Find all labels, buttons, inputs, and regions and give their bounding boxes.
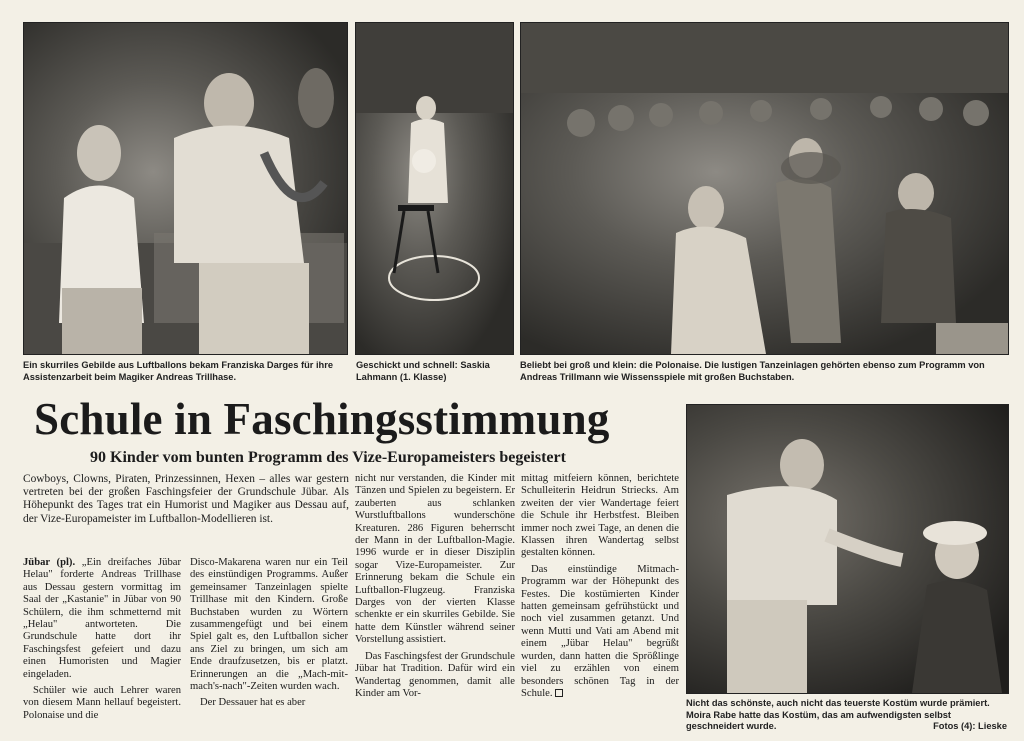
caption-photo-1: Ein skurriles Gebilde aus Luftballons bekam Franziska Darges für ihre Assistenzarbeit beim Magiker Andreas Trillhase. <box>23 360 333 382</box>
column-3-paragraph-2: Das Faschingsfest der Grundschule Jübar hat Tradition. Dafür wird ein Wandertag genommen, damit alle Kinder am Vor- <box>355 650 515 699</box>
dateline: Jübar (pl). <box>23 557 76 568</box>
column-1-paragraph-1: „Ein dreifaches Jübar Helau" forderte Andreas Trillhase aus Dessau gestern vormittag im Saal der „Kastanie" in Jübar von 90 Schülern, die ihm schmetternd mit „Helau" antworteten. Die Grundschule hatte dort ihr Faschingsfest gefeiert und dazu einen Humoristen und Magier eingeladen. <box>23 557 181 680</box>
photo-illustration <box>687 405 1008 693</box>
column-1-paragraph-2: Schüler wie auch Lehrer waren von diesem Mann hellauf begeistert. Polonaise und die <box>23 685 181 721</box>
article-subheadline: 90 Kinder vom bunten Programm des Vize-Europameisters begeistert <box>90 449 566 466</box>
column-2-paragraph-2: Der Dessauer hat es aber <box>200 697 306 709</box>
caption-photo-4 <box>686 698 1007 733</box>
article-headline: Schule in Faschingsstimmung <box>34 394 610 444</box>
article-column-4 <box>521 473 679 733</box>
photo-girl-with-balloon <box>355 22 514 355</box>
caption-photo-4-text: Nicht das schönste, auch nicht das teuerste Kostüm wurde prämiert. Moira Rabe hatte das Kostüm, das am aufwendigsten selbst geschneidert wurde. <box>686 698 990 731</box>
photo-illustration <box>24 23 347 354</box>
article-column-2 <box>190 557 348 733</box>
column-3-paragraph-1: nicht nur verstanden, die Kinder mit Tänzen und Spielen zu begeistern. Er zauberten aus schlanken Wurstluftballons wunderschöne Kreaturen. 286 Figuren beherrscht der Mann in der Luftballon-Magie. 1996 wurde er in dieser Disziplin sogar Vize-Europameister. Zur Erinnerung bekam die Schule ein Luftballon-Flugzeug. Franziska Darges von der vierten Klasse schenkte er ein skurriles Gebilde. Sie hatte dem Künstler während seiner Vorstellung assistiert. <box>355 473 515 646</box>
article-lead <box>23 473 349 553</box>
caption-photo-3: Beliebt bei groß und klein: die Polonaise. Die lustigen Tanzeinlagen gehörten ebenso zum Programm von Andreas Trillmann wie Wissensspiele mit großen Buchstaben. <box>520 360 985 382</box>
article-column-1 <box>23 557 181 733</box>
photo-costume-prize <box>686 404 1009 694</box>
photo-credit: Fotos (4): Lieske <box>933 721 1007 731</box>
column-2-paragraph-1: Disco-Makarena waren nur ein Teil des einstündigen Programms. Außer gemeinsamer Tanzeinlagen spielte Trillhase mit den Kindern. Große Buchstaben wurden zu Wörtern zusammengefügt und bei einem Spiel galt es, den Luftballon sicher ans Ziel zu bringen, um sich am Ende draufzusetzen, bis er platzt. Erinnerungen an die „Mach-mit-mach's-nach"-Zeiten wurden wach. <box>190 557 348 693</box>
article-column-3 <box>355 473 515 733</box>
column-4-paragraph-1: mittag mitfeiern können, berichtete Schulleiterin Heidrun Striecks. Am zweiten der vier Wandertage feiert die Schule ihr Herbstfest. Bleiben immer noch zwei Tage, an denen die Klassen ihren Wandertag selbst gestalten können. <box>521 473 679 559</box>
end-mark-icon <box>555 689 563 697</box>
caption-photo-2: Geschickt und schnell: Saskia Lahmann (1. Klasse) <box>356 360 490 382</box>
photo-polonaise <box>520 22 1009 355</box>
column-4-paragraph-2: Das einstündige Mitmach-Programm war der Höhepunkt des Festes. Die kostümierten Kinder hatten gemeinsam gefrühstückt und noch viel zusammen getanzt. Und wenn Mutti und Vati am Abend mit einem „Jübar Helau" begrüßt wurden, dann hatten die Sprößlinge viel zu erzählen von einem besonders schönen Tag in der Schule. <box>521 563 679 699</box>
photo-illustration <box>521 23 1008 354</box>
photo-magician-with-girl <box>23 22 348 355</box>
lead-text: Cowboys, Clowns, Piraten, Prinzessinnen, Hexen – alles war gestern vertreten bei der großen Faschingsfeier der Grundschule Jübar. Als Höhepunkt des Tages trat ein Humorist und Magiker aus Dessau auf, der Vize-Europameister im Luftballon-Modellieren ist. <box>23 473 349 525</box>
photo-illustration <box>356 23 513 354</box>
